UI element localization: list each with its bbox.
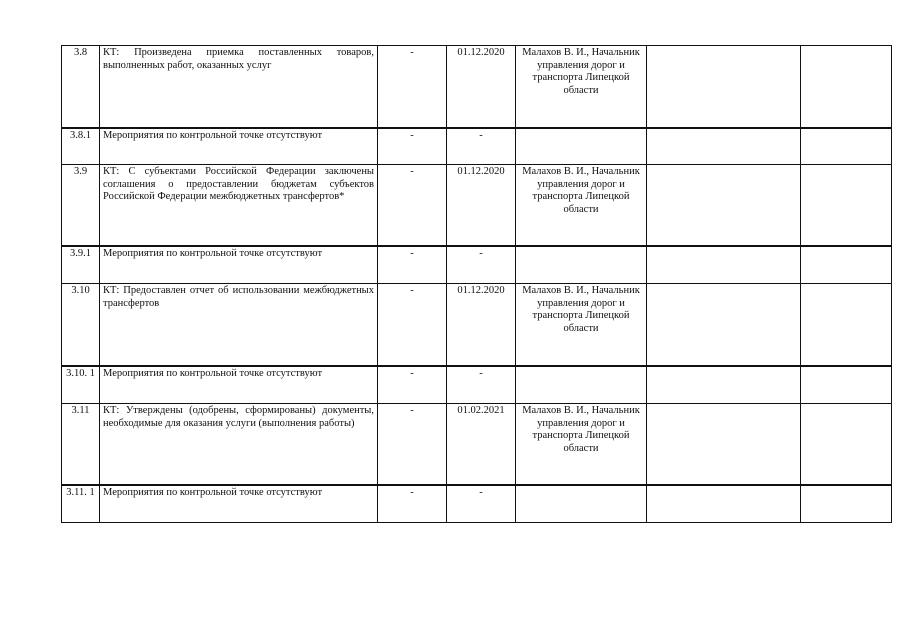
- row-number-cell: 3.11. 1: [62, 485, 100, 523]
- empty-cell-6: [647, 404, 801, 485]
- event-name-cell: КТ: Утверждены (одобрены, сформированы) документы, необходимые для оказания услуги (выполнения работы): [100, 404, 378, 485]
- responsible-person-cell: [516, 485, 647, 523]
- row-number-cell: 3.8.1: [62, 128, 100, 165]
- empty-cell-6: [647, 128, 801, 165]
- start-date-cell: -: [378, 246, 447, 284]
- empty-cell-6: [647, 485, 801, 523]
- responsible-person-cell: Малахов В. И., Начальник управления дорог и транспорта Липецкой области: [516, 46, 647, 128]
- start-date-cell: -: [378, 128, 447, 165]
- empty-cell-7: [801, 246, 892, 284]
- start-date-cell: -: [378, 404, 447, 485]
- empty-cell-7: [801, 485, 892, 523]
- event-name-cell: КТ: Предоставлен отчет об использовании межбюджетных трансфертов: [100, 284, 378, 366]
- end-date-cell: 01.12.2020: [447, 46, 516, 128]
- empty-cell-7: [801, 46, 892, 128]
- row-number-cell: 3.11: [62, 404, 100, 485]
- table-row: [62, 284, 892, 366]
- end-date-cell: -: [447, 128, 516, 165]
- empty-cell-7: [801, 404, 892, 485]
- start-date-cell: -: [378, 46, 447, 128]
- start-date-cell: -: [378, 284, 447, 366]
- row-number-cell: 3.10. 1: [62, 366, 100, 404]
- row-number-cell: 3.9.1: [62, 246, 100, 284]
- table-body: [62, 46, 892, 523]
- end-date-cell: -: [447, 366, 516, 404]
- start-date-cell: -: [378, 165, 447, 246]
- table-row: [62, 404, 892, 485]
- end-date-cell: 01.12.2020: [447, 284, 516, 366]
- end-date-cell: 01.12.2020: [447, 165, 516, 246]
- responsible-person-cell: [516, 366, 647, 404]
- table-row: [62, 165, 892, 246]
- empty-cell-6: [647, 246, 801, 284]
- table-row: [62, 366, 892, 404]
- start-date-cell: -: [378, 485, 447, 523]
- end-date-cell: -: [447, 485, 516, 523]
- row-number-cell: 3.9: [62, 165, 100, 246]
- event-name-cell: Мероприятия по контрольной точке отсутствуют: [100, 128, 378, 165]
- table-row: [62, 485, 892, 523]
- table-row: [62, 246, 892, 284]
- empty-cell-6: [647, 165, 801, 246]
- table-row: [62, 46, 892, 128]
- empty-cell-6: [647, 46, 801, 128]
- responsible-person-cell: Малахов В. И., Начальник управления дорог и транспорта Липецкой области: [516, 404, 647, 485]
- responsible-person-cell: Малахов В. И., Начальник управления дорог и транспорта Липецкой области: [516, 165, 647, 246]
- event-name-cell: Мероприятия по контрольной точке отсутствуют: [100, 366, 378, 404]
- responsible-person-cell: Малахов В. И., Начальник управления дорог и транспорта Липецкой области: [516, 284, 647, 366]
- end-date-cell: -: [447, 246, 516, 284]
- empty-cell-6: [647, 366, 801, 404]
- start-date-cell: -: [378, 366, 447, 404]
- empty-cell-7: [801, 284, 892, 366]
- event-name-cell: Мероприятия по контрольной точке отсутствуют: [100, 246, 378, 284]
- event-name-cell: КТ: Произведена приемка поставленных товаров, выполненных работ, оказанных услуг: [100, 46, 378, 128]
- row-number-cell: 3.10: [62, 284, 100, 366]
- empty-cell-6: [647, 284, 801, 366]
- responsible-person-cell: [516, 246, 647, 284]
- empty-cell-7: [801, 128, 892, 165]
- empty-cell-7: [801, 366, 892, 404]
- event-name-cell: КТ: С субъектами Российской Федерации заключены соглашения о предоставлении бюджетам субъектов Российской Федерации межбюджетных трансфертов*: [100, 165, 378, 246]
- empty-cell-7: [801, 165, 892, 246]
- row-number-cell: 3.8: [62, 46, 100, 128]
- end-date-cell: 01.02.2021: [447, 404, 516, 485]
- responsible-person-cell: [516, 128, 647, 165]
- table-row: [62, 128, 892, 165]
- control-points-table: [61, 45, 892, 523]
- event-name-cell: Мероприятия по контрольной точке отсутствуют: [100, 485, 378, 523]
